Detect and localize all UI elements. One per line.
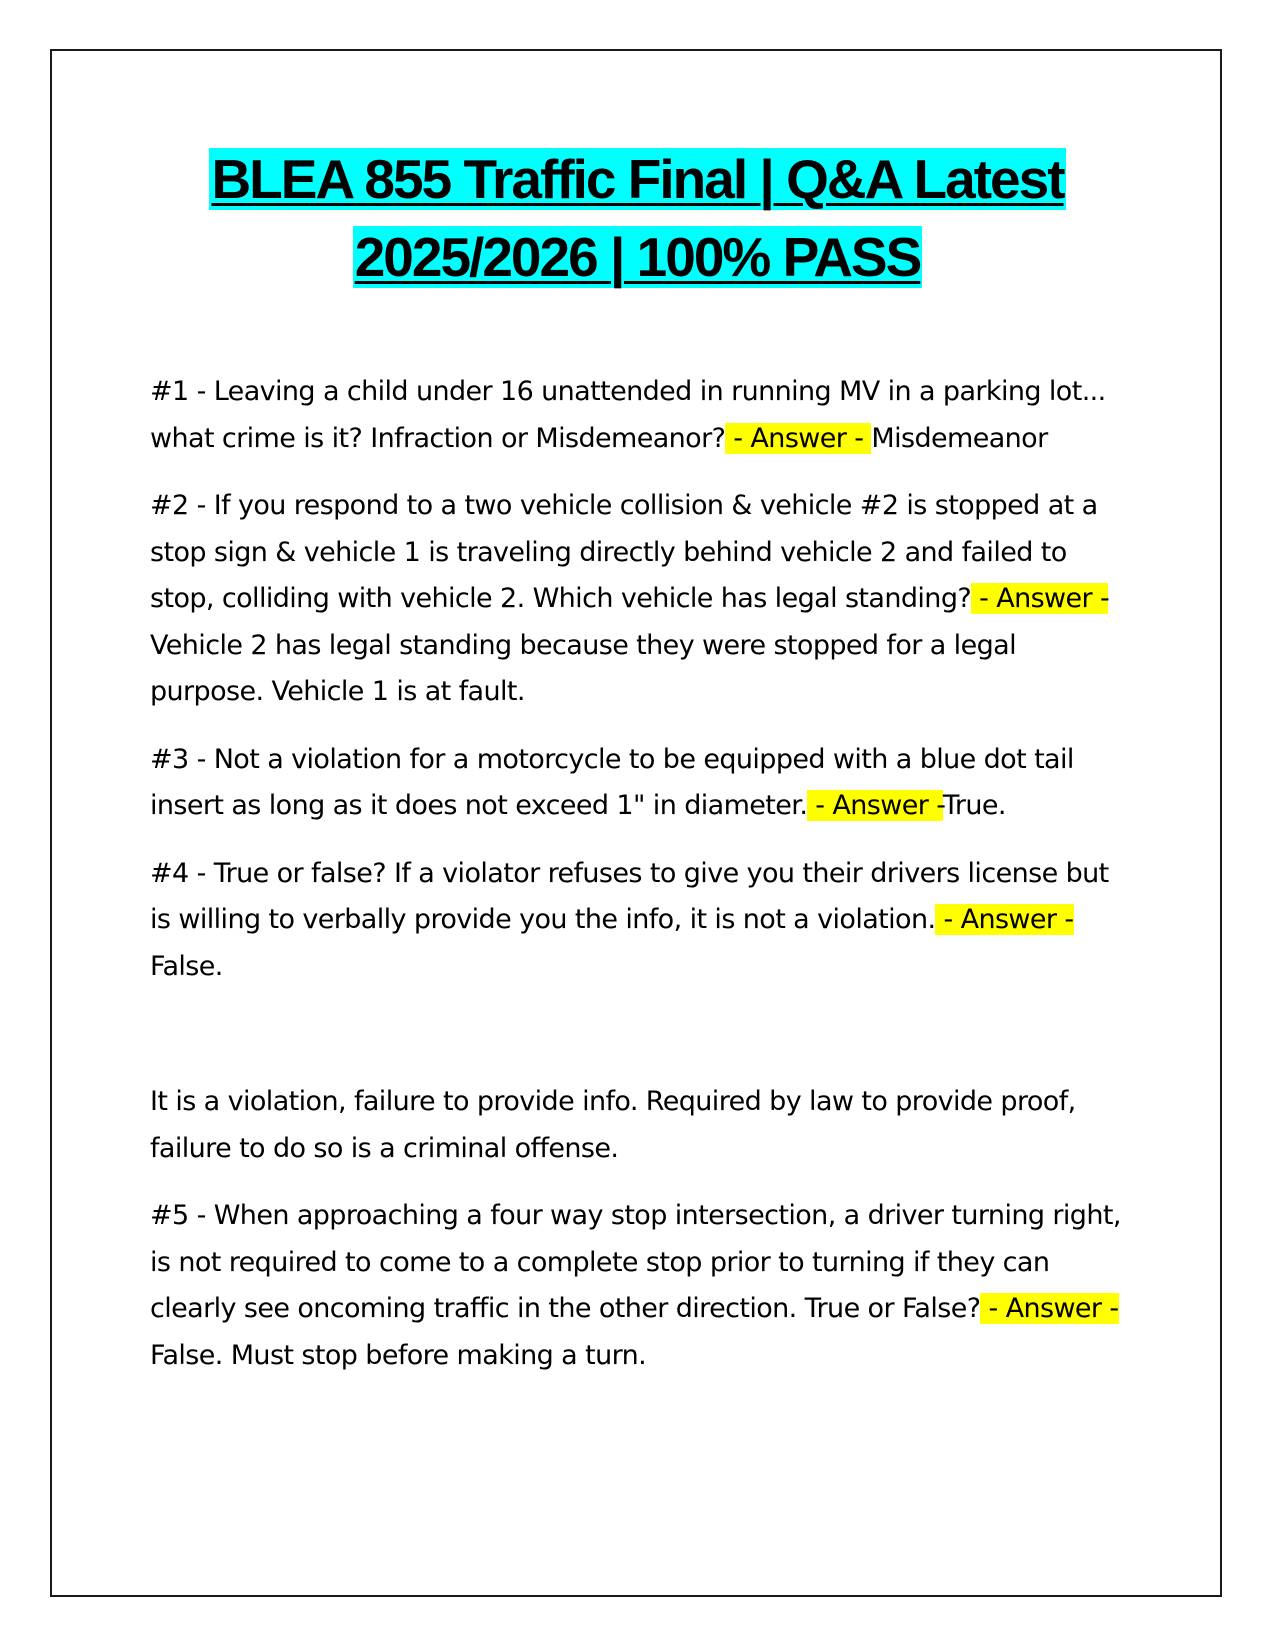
answer-text: False. Must stop before making a turn. — [150, 1339, 647, 1371]
qa-content — [150, 369, 1130, 1400]
question-text: #4 - True or false? If a violator refuses to give you their drivers license but is willing to verbally provide you the info, it is not a violation. — [150, 857, 1109, 935]
qa-item-5 — [150, 1193, 1130, 1379]
title-line-2: 2025/2026 | 100% PASS — [354, 226, 921, 288]
qa-item-3 — [150, 737, 1130, 830]
title-line-1: BLEA 855 Traffic Final | Q&A Latest — [211, 148, 1064, 210]
explanation-text: It is a violation, failure to provide info. Required by law to provide proof, failure to do so is a criminal offense. — [150, 1086, 1076, 1164]
qa-item-2 — [150, 483, 1130, 716]
qa-item-4 — [150, 851, 1130, 991]
question-text: #1 - Leaving a child under 16 unattended in running MV in a parking lot... what crime is it? Infraction or Misdemeanor? — [150, 376, 1106, 454]
answer-text: Misdemeanor — [871, 422, 1048, 454]
answer-text: False. — [150, 950, 223, 982]
question-text: #5 - When approaching a four way stop intersection, a driver turning right, is not required to come to a complete stop prior to turning if they can clearly see oncoming traffic in the other direction. True or False? — [150, 1200, 1121, 1324]
question-text: #2 - If you respond to a two vehicle collision & vehicle #2 is stopped at a stop sign & vehicle 1 is traveling directly behind vehicle 2 and failed to stop, colliding with vehicle 2. Which vehicle has legal standing? — [150, 490, 1098, 614]
answer-marker: - Answer - — [971, 583, 1108, 614]
spacer — [150, 1011, 1130, 1079]
qa-item-4-explanation — [150, 1079, 1130, 1172]
answer-text: True. — [942, 790, 1006, 821]
answer-marker: - Answer - — [725, 422, 872, 454]
answer-marker: - Answer - — [935, 904, 1074, 935]
qa-item-1 — [150, 369, 1130, 462]
answer-marker: - Answer - — [807, 790, 943, 821]
question-text: #3 - Not a violation for a motorcycle to be equipped with a blue dot tail insert as long as it does not exceed 1" in diameter. — [150, 743, 1074, 821]
answer-marker: - Answer - — [980, 1293, 1119, 1324]
answer-text: Vehicle 2 has legal standing because they were stopped for a legal purpose. Vehicle 1 is at fault. — [150, 629, 1016, 707]
document-title — [60, 140, 1215, 296]
